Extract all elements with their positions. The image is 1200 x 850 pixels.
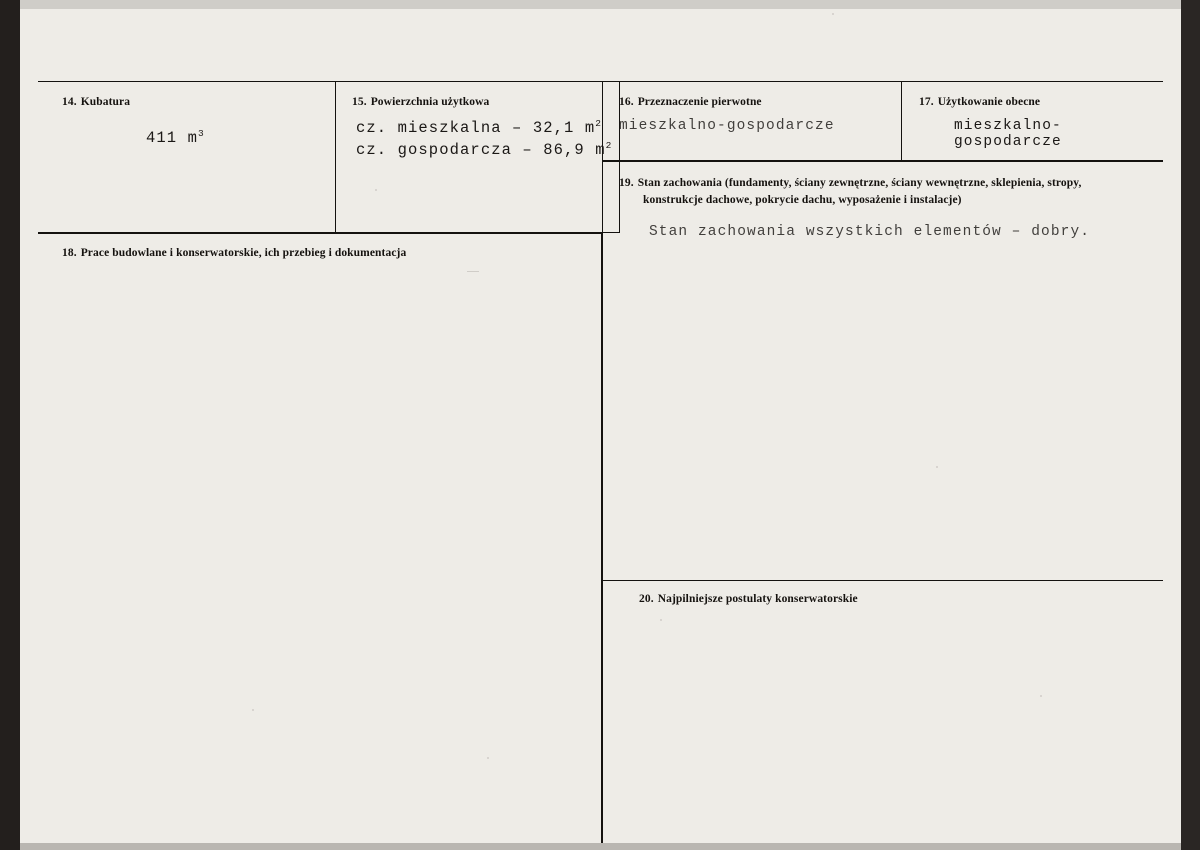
- field-15-powierzchnia-uzytkowa: [336, 81, 620, 233]
- field-19-stan-zachowania: [602, 161, 1163, 581]
- field-14-label: 14. Kubatura: [62, 96, 131, 108]
- field-14-value: 411 $m^3$: [146, 128, 205, 148]
- field-15-value-line-2: cz. gospodarcza – 86,9 $m^2$: [356, 140, 613, 160]
- field-20-postulaty-konserwatorskie: [602, 581, 1163, 843]
- field-17-uzytkowanie-obecne: [902, 81, 1163, 161]
- field-19-value: Stan zachowania wszystkich elementów – dobry.: [649, 224, 1091, 240]
- field-16-label: 16. Przeznaczenie pierwotne: [619, 96, 762, 108]
- field-17-value: mieszkalno-gospodarcze: [954, 118, 1062, 150]
- field-16-przeznaczenie-pierwotne: [602, 81, 902, 161]
- field-17-label: 17. Użytkowanie obecne: [919, 96, 1041, 108]
- scan-edge-left: [0, 0, 20, 850]
- field-18-prace-budowlane: [38, 233, 602, 843]
- scan-edge-bottom: [20, 843, 1181, 850]
- field-20-label: 20. Najpilniejsze postulaty konserwatorskie: [639, 593, 858, 605]
- field-15-value-line-1: cz. mieszkalna – 32,1 $m^2$: [356, 118, 603, 138]
- field-16-value: mieszkalno-gospodarcze: [619, 118, 835, 134]
- field-14-kubatura: [38, 81, 336, 233]
- field-15-label: 15. Powierzchnia użytkowa: [352, 96, 490, 108]
- field-19-label: 19. Stan zachowania (fundamenty, ściany zewnętrzne, ściany wewnętrzne, sklepienia, stropy, konstrukcje dachowe, pokrycie dachu, wyposażenie i instalacje): [619, 177, 1082, 206]
- scan-edge-top: [20, 0, 1181, 9]
- record-card-sheet: [20, 9, 1181, 843]
- field-18-label: 18. Prace budowlane i konserwatorskie, ich przebieg i dokumentacja: [62, 247, 407, 259]
- scan-edge-right: [1181, 0, 1200, 850]
